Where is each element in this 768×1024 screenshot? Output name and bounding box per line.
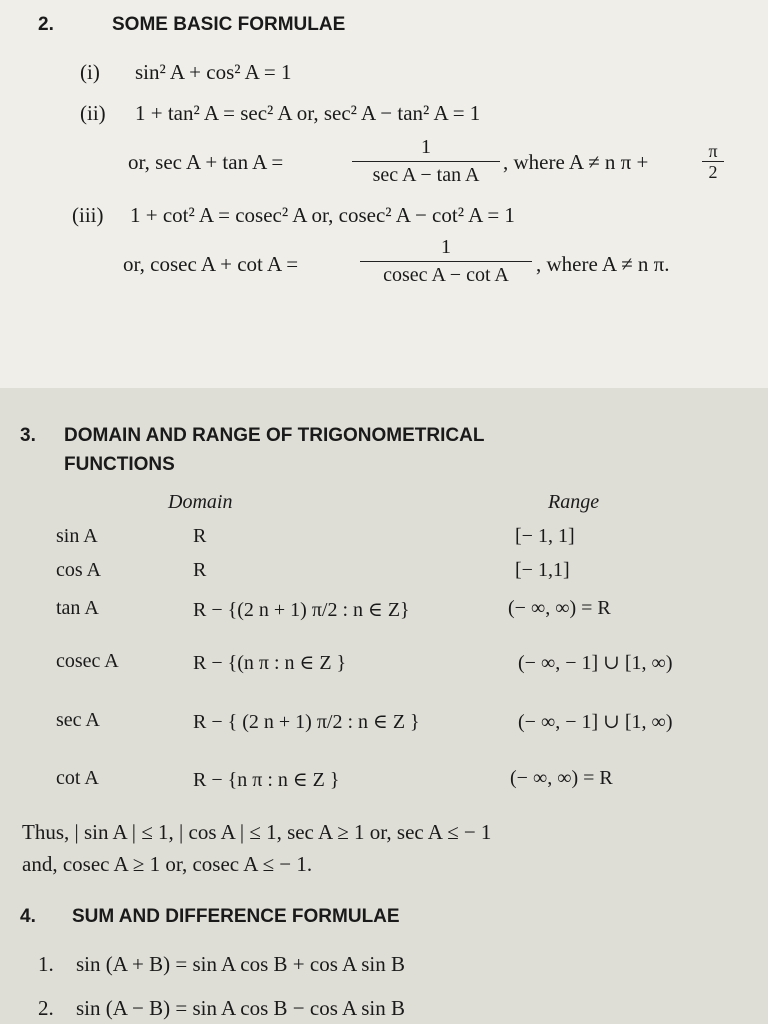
section-3-title-line2: FUNCTIONS: [64, 454, 175, 475]
formula-ii-numerator: 1: [421, 136, 431, 158]
formula-ii: 1 + tan² A = sec² A or, sec² A − tan² A = 1: [135, 101, 481, 125]
top-paper-region: [0, 0, 768, 388]
row-fn: cot A: [56, 767, 99, 789]
formula-i: sin² A + cos² A = 1: [135, 60, 292, 84]
row-domain: R − {(n π : n ∈ Z }: [193, 652, 347, 674]
formula-iii-label: (iii): [72, 203, 104, 227]
formula-iii-fraction: [360, 236, 532, 287]
row-fn: cos A: [56, 559, 101, 581]
formula-ii-condition: , where A ≠ n π +: [503, 150, 649, 174]
formula-ii-or: or, sec A + tan A =: [128, 150, 284, 174]
thus-line-1: Thus, | sin A | ≤ 1, | cos A | ≤ 1, sec A ≥ 1 or, sec A ≤ − 1: [22, 820, 492, 844]
section-2-title: SOME BASIC FORMULAE: [112, 14, 346, 35]
row-fn: cosec A: [56, 650, 119, 672]
section-3-title-line1: DOMAIN AND RANGE OF TRIGONOMETRICAL: [64, 425, 485, 446]
formula-i-label: (i): [80, 60, 100, 84]
formula-iii: 1 + cot² A = cosec² A or, cosec² A − cot² A = 1: [130, 203, 515, 227]
header-range: Range: [548, 491, 600, 513]
section-3-number: 3.: [20, 425, 36, 446]
row-domain: R − {n π : n ∈ Z }: [193, 769, 340, 791]
sum-formula-label: 1.: [38, 952, 54, 976]
row-fn: tan A: [56, 597, 99, 619]
formula-ii-denominator: sec A − tan A: [352, 161, 500, 187]
difference-formula-label: 2.: [38, 996, 54, 1020]
pi-numerator: π: [708, 141, 718, 161]
formula-iii-or: or, cosec A + cot A =: [123, 252, 299, 276]
section-4-title: SUM AND DIFFERENCE FORMULAE: [72, 906, 400, 927]
bottom-paper-region: [0, 388, 768, 1024]
row-range: (− ∞, − 1] ∪ [1, ∞): [518, 652, 673, 674]
section-2-number: 2.: [38, 14, 54, 35]
section-4-number: 4.: [20, 906, 36, 927]
row-range: (− ∞, − 1] ∪ [1, ∞): [518, 711, 673, 733]
formula-iii-numerator: 1: [441, 236, 451, 258]
sum-formula: sin (A + B) = sin A cos B + cos A sin B: [76, 952, 405, 976]
formula-iii-denominator: cosec A − cot A: [360, 261, 532, 287]
row-domain: R − { (2 n + 1) π/2 : n ∈ Z }: [193, 711, 420, 733]
row-range: (− ∞, ∞) = R: [508, 597, 611, 619]
row-fn: sin A: [56, 525, 98, 547]
pi-over-two: [702, 141, 724, 182]
row-domain: R: [193, 525, 207, 547]
row-range: [− 1,1]: [515, 559, 570, 581]
formula-iii-condition: , where A ≠ n π.: [536, 252, 670, 276]
formula-ii-fraction: [352, 136, 500, 187]
row-domain: R − {(2 n + 1) π/2 : n ∈ Z}: [193, 599, 410, 621]
row-range: [− 1, 1]: [515, 525, 575, 547]
row-range: (− ∞, ∞) = R: [510, 767, 613, 789]
pi-denominator: 2: [702, 161, 724, 182]
row-domain: R: [193, 559, 207, 581]
row-fn: sec A: [56, 709, 100, 731]
difference-formula: sin (A − B) = sin A cos B − cos A sin B: [76, 996, 405, 1020]
formula-ii-label: (ii): [80, 101, 106, 125]
thus-line-2: and, cosec A ≥ 1 or, cosec A ≤ − 1.: [22, 852, 313, 876]
header-domain: Domain: [168, 491, 233, 513]
